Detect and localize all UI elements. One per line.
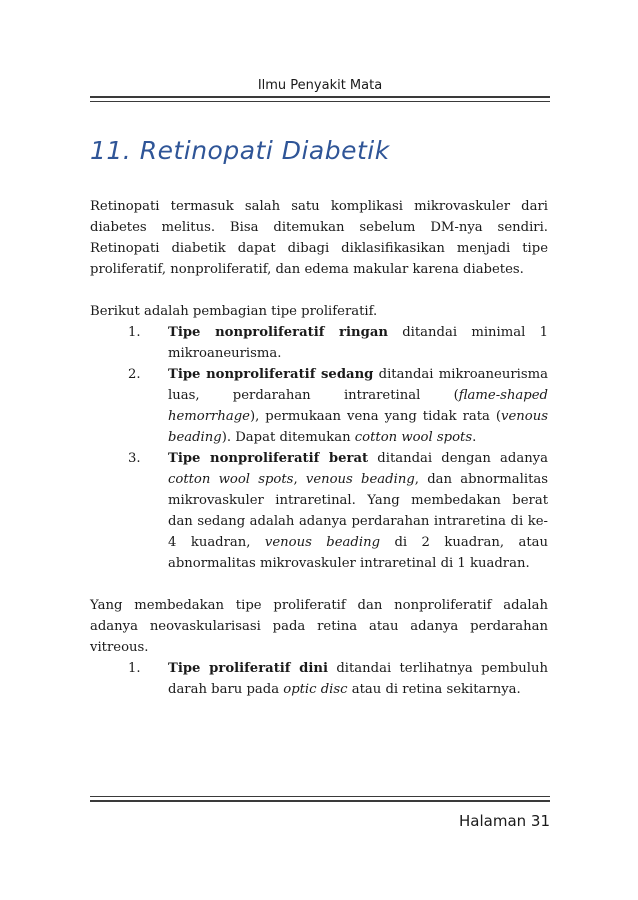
paragraph-spacer — [90, 574, 548, 595]
list-item-description: ditandai mikroaneurisma luas, perdarahan intraretinal ( — [168, 367, 548, 403]
list-item-description: atau di retina sekitarnya. — [347, 682, 521, 697]
running-header: Ilmu Penyakit Mata — [257, 78, 383, 93]
chapter-title: 11. Retinopati Diabetik — [90, 136, 390, 165]
list-item-description: ), permukaan vena yang tidak rata ( — [249, 409, 502, 424]
proliferative-list — [90, 658, 548, 700]
list-item-number: 1. — [128, 325, 141, 340]
italic-term: venous beading — [168, 409, 548, 445]
list-item-text — [168, 448, 548, 574]
page-number: Halaman 31 — [459, 812, 550, 830]
list-item-text — [168, 322, 548, 364]
list-item-number: 3. — [128, 451, 141, 466]
list-item-description: ditandai dengan adanya — [368, 451, 548, 466]
nonproliferative-list — [90, 322, 548, 574]
list-item-term: Tipe nonproliferatif ringan — [168, 325, 388, 340]
proliferative-lead: Yang membedakan tipe proliferatif dan nonproliferatif adalah adanya neovaskularisasi pada retina atau adanya perdarahan vitreous. — [90, 598, 548, 655]
page-body — [90, 196, 548, 700]
footer-rule-thin — [90, 796, 550, 797]
header-rule — [90, 96, 550, 98]
list-item-description: , — [293, 472, 306, 487]
list-item-number: 2. — [128, 367, 141, 382]
italic-term: venous beading — [305, 472, 415, 487]
list-item-description: . — [472, 430, 477, 445]
italic-term: flame-shaped hemorrhage — [168, 388, 548, 424]
italic-term: optic disc — [283, 682, 348, 697]
list-item-text — [168, 364, 548, 448]
list-item-term: Tipe nonproliferatif berat — [168, 451, 369, 466]
paragraph-spacer — [90, 280, 548, 301]
footer-rule — [90, 800, 550, 802]
list-item-description: ditandai minimal 1 mikroaneurisma. — [168, 325, 548, 361]
intro-paragraph: Retinopati termasuk salah satu komplikasi mikrovaskuler dari diabetes melitus. Bisa ditemukan sebelum DM-nya sendiri. Retinopati diabetik dapat dibagi diklasifikasikan menjadi tipe proliferatif, nonproliferatif, dan edema makular karena diabetes. — [90, 199, 548, 277]
list-item-text — [168, 658, 548, 700]
list-item-term: Tipe proliferatif dini — [168, 661, 329, 676]
italic-term: cotton wool spots — [168, 472, 294, 487]
list-item — [90, 364, 548, 448]
italic-term: cotton wool spots — [354, 430, 473, 445]
header-rule-thin — [90, 101, 550, 102]
nonproliferative-lead: Berikut adalah pembagian tipe proliferatif. — [90, 304, 378, 319]
list-item-description: , dan abnormalitas mikrovaskuler intraretinal. Yang membedakan berat dan sedang adalah adanya perdarahan intraretina di ke-4 kuadran, — [168, 472, 549, 550]
list-item-number: 1. — [128, 661, 141, 676]
list-item-description: di 2 kuadran, atau abnormalitas mikrovaskuler intraretinal di 1 kuadran. — [168, 535, 548, 571]
italic-term: venous beading — [264, 535, 381, 550]
list-item-description: ditandai terlihatnya pembuluh darah baru pada — [168, 661, 548, 697]
list-item-term: Tipe nonproliferatif sedang — [168, 367, 374, 382]
list-item — [90, 322, 548, 364]
list-item — [90, 448, 548, 574]
list-item — [90, 658, 548, 700]
list-item-description: ). Dapat ditemukan — [221, 430, 355, 445]
